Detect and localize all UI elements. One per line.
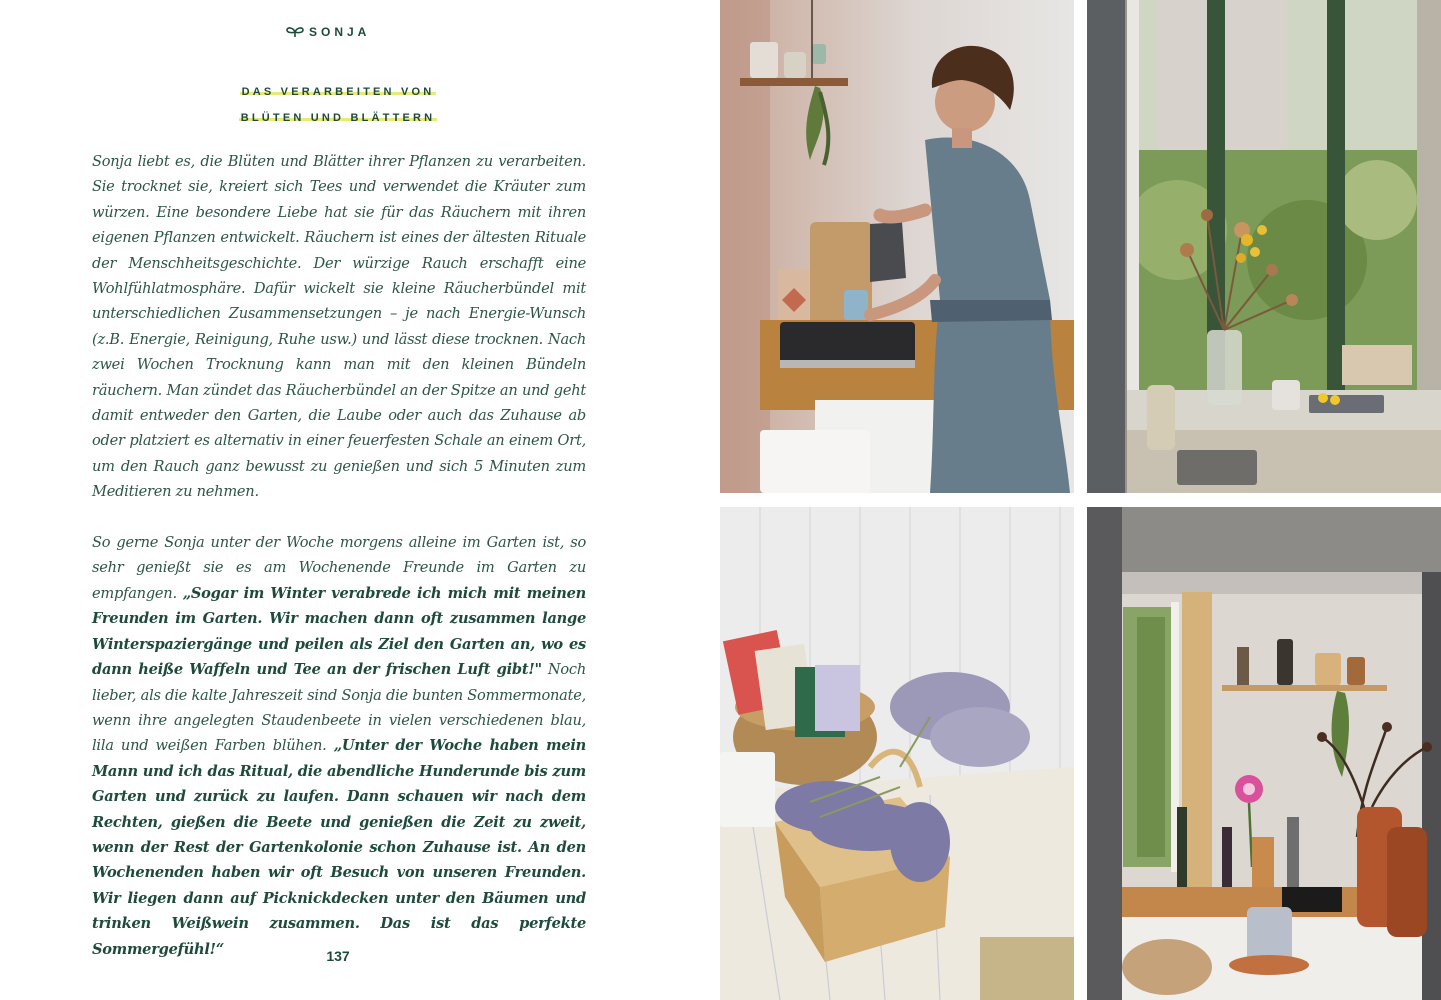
page-number: 137 bbox=[326, 948, 350, 964]
paragraph-1: Sonja liebt es, die Blüten und Blätter ihrer Pflanzen zu verarbeiten. Sie trocknet sie, kreiert sich Tees und verwendet die Kräuter zum würzen. Eine besondere Liebe hat sie für das Räuchern mit ihren eigenen Pflanzen entwickelt. Räuchern ist eines der ältesten Rituale der Menschheitsgeschichte. Der würzige Rauch erschafft eine Wohlfühlatmosphäre. Dafür wickelt sie kleine Räucherbündel mit unterschiedlichen Zusammensetzungen – je nach Energie-Wunsch (z.B. Energie, Reinigung, Ruhe usw.) und lässt diese trocknen. Nach zwei Wochen Trocknung kann man mit den kleinen Bündeln räuchern. Man zündet das Räucherbündel an der Spitze an und geht damit entweder den Garten, die Laube oder auch das Zuhause ab oder platziert es alternativ in einer feuerfesten Schale an einem Ort, um den Rauch ganz bewusst zu genießen und sich 5 Minuten zum Meditieren zu nehmen. bbox=[92, 153, 586, 501]
photo-window-dried-flowers bbox=[1087, 0, 1441, 493]
quote-summer: „Unter der Woche haben mein Mann und ich das Ritual, die abendliche Hunderunde bis zum Garten und zurück zu laufen. Dann schauen wir nach dem Rechten, gießen die Beete und genießen die Zeit zu zweit, wenn der Rest der Gartenkolonie schon Zuhause ist. An den Wochenenden haben wir oft Besuch von unseren Freunden. Wir liegen dann auf Picknickdecken unter den Bäumen und trinken Weißwein zusammen. Das ist das perfekte Sommergefühl!“ bbox=[92, 737, 587, 958]
paragraph-2 bbox=[92, 530, 586, 962]
chapter-header bbox=[285, 25, 370, 39]
section-heading-line-2: BLÜTEN UND BLÄTTERN bbox=[240, 112, 436, 124]
section-heading-line-1: DAS VERARBEITEN VON bbox=[241, 86, 435, 98]
body-text bbox=[92, 149, 586, 962]
quote-winter: „Sogar im Winter verabrede ich mich mit meinen Freunden im Garten. Wir machen dann oft zusammen lange Winterspaziergänge und peilen als Ziel den Garten an, wo es dann heiße Waffeln und Tee an der frischen Luft gibt!" bbox=[92, 584, 587, 679]
section-heading bbox=[92, 79, 584, 131]
photo-lavender-basket bbox=[720, 507, 1074, 1000]
photo-room-corner bbox=[1087, 507, 1441, 1000]
paragraph-2-middle: Noch lieber, als die kalte Jahreszeit sind Sonja die bunten Sommermonate, wenn ihre angelegten Staudenbeete in vielen verschiedenen blau, lila und weißen Farben blühen. bbox=[92, 661, 586, 755]
chapter-name: SONJA bbox=[309, 25, 371, 39]
photo-kitchen-kettle bbox=[720, 0, 1074, 493]
text-page bbox=[0, 0, 710, 1000]
paragraph-2-intro: So gerne Sonja unter der Woche morgens alleine im Garten ist, so sehr genießt sie es am Wochenende Freunde im Garten zu empfangen. bbox=[92, 534, 586, 602]
sprout-icon bbox=[285, 26, 305, 38]
